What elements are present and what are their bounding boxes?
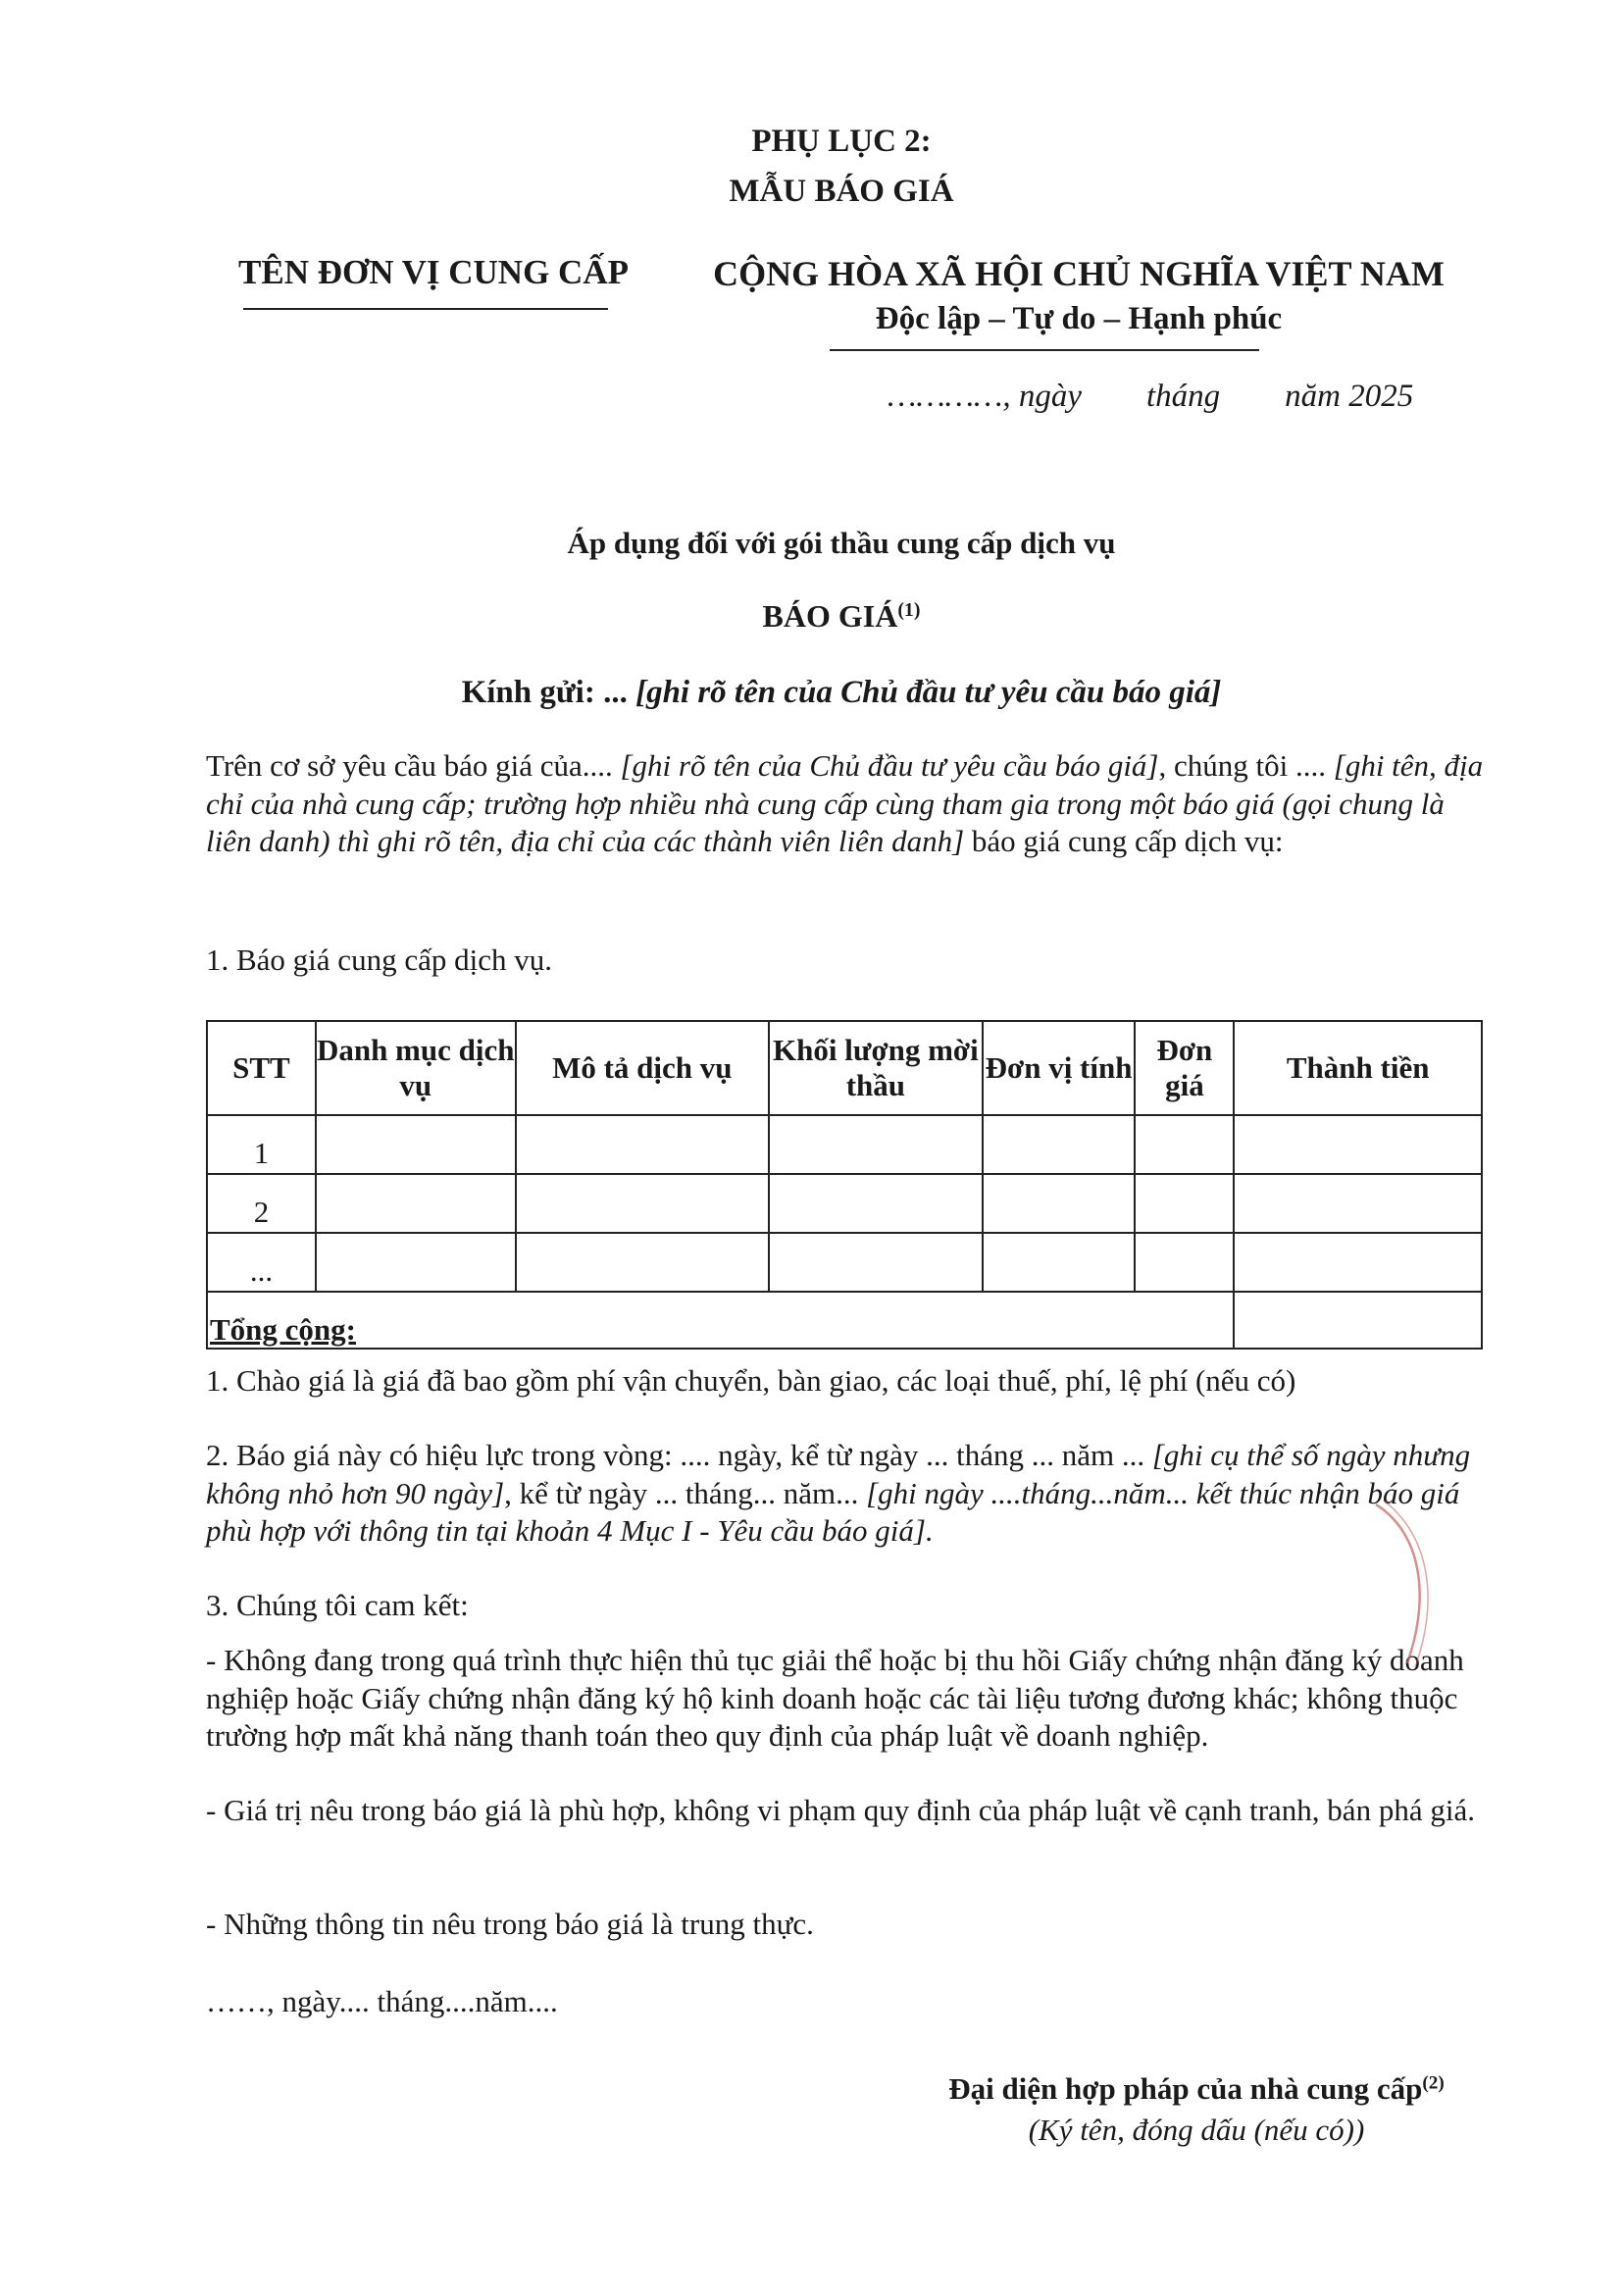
supplier-name-placeholder: TÊN ĐƠN VỊ CUNG CẤP <box>238 253 629 291</box>
col-header-amount: Thành tiền <box>1234 1021 1482 1115</box>
quote-title <box>0 598 1624 635</box>
annex-title: PHỤ LỤC 2: <box>751 124 932 159</box>
note-2-placeholder-days: [ghi cụ thể số ngày nhưng không nhỏ hơn 90 ngày] <box>206 1438 1471 1510</box>
table-cell <box>769 1233 983 1292</box>
note-3: 3. Chúng tôi cam kết: <box>206 1588 469 1622</box>
table-cell <box>516 1233 770 1292</box>
table-cell <box>516 1115 770 1174</box>
addressee-placeholder: [ghi rõ tên của Chủ đầu tư yêu cầu báo giá] <box>635 675 1222 710</box>
table-total-row <box>207 1292 1482 1349</box>
table-cell <box>1234 1174 1482 1233</box>
table-cell <box>1234 1233 1482 1292</box>
section-1-title: 1. Báo giá cung cấp dịch vụ. <box>206 943 552 977</box>
intro-text-e: báo giá cung cấp dịch vụ: <box>971 824 1284 858</box>
table-cell <box>983 1115 1136 1174</box>
representative-text: Đại diện hợp pháp của nhà cung cấp <box>948 2071 1423 2106</box>
table-cell <box>983 1174 1136 1233</box>
addressee-line <box>0 675 1624 711</box>
signature-date-line: ……, ngày.... tháng....năm.... <box>206 1984 558 2018</box>
commitment-1: - Không đang trong quá trình thực hiện thủ tục giải thể hoặc bị thu hồi Giấy chứng nhận đăng ký doanh nghiệp hoặc Giấy chứng nhận đăng ký hộ kinh doanh hoặc các tài liệu tương đương khác; không thuộc trường hợp mất khả năng thanh toán theo quy định của pháp luật về doanh nghiệp. <box>206 1643 1464 1753</box>
row-stt: 1 <box>207 1115 316 1174</box>
table-cell <box>1135 1115 1234 1174</box>
col-header-stt: STT <box>207 1021 316 1115</box>
col-header-service-category: Danh mục dịch vụ <box>316 1021 516 1115</box>
table-cell <box>1135 1174 1234 1233</box>
col-header-unit-price: Đơn giá <box>1135 1021 1234 1115</box>
footnote-ref-1: (1) <box>897 599 921 622</box>
representative-title <box>804 2071 1589 2107</box>
note-1: 1. Chào giá là giá đã bao gồm phí vận chuyển, bàn giao, các loại thuế, phí, lệ phí (nếu có) <box>206 1363 1296 1398</box>
table-header-row <box>207 1021 1482 1115</box>
intro-placeholder-investor: [ghi rõ tên của Chủ đầu tư yêu cầu báo giá] <box>620 748 1159 783</box>
commitment-3: - Những thông tin nêu trong báo giá là trung thực. <box>206 1907 814 1941</box>
form-title: MẪU BÁO GIÁ <box>729 174 954 209</box>
table-cell <box>1135 1233 1234 1292</box>
table-cell <box>769 1174 983 1233</box>
col-header-unit: Đơn vị tính <box>983 1021 1136 1115</box>
note-2-text-a: 2. Báo giá này có hiệu lực trong vòng: .... ngày, kể từ ngày ... tháng ... năm ... <box>206 1438 1145 1472</box>
stamp-fragment-icon <box>1368 1501 1446 1667</box>
quote-title-text: BÁO GIÁ <box>762 598 898 634</box>
table-cell <box>316 1115 516 1174</box>
total-amount-cell <box>1234 1292 1482 1349</box>
table-cell <box>316 1174 516 1233</box>
table-row <box>207 1115 1482 1174</box>
col-header-service-description: Mô tả dịch vụ <box>516 1021 770 1115</box>
applies-to-line: Áp dụng đối với gói thầu cung cấp dịch vụ <box>567 526 1116 560</box>
col-header-tender-quantity: Khối lượng mời thầu <box>769 1021 983 1115</box>
intro-text-a: Trên cơ sở yêu cầu báo giá của.... <box>206 748 613 783</box>
row-stt: 2 <box>207 1174 316 1233</box>
addressee-label: Kính gửi: ... <box>461 675 628 710</box>
total-label: Tổng cộng: <box>207 1292 1234 1349</box>
sign-instruction: (Ký tên, đóng dấu (nếu có)) <box>1028 2113 1365 2147</box>
national-motto: Độc lập – Tự do – Hạnh phúc <box>875 301 1283 336</box>
table-cell <box>769 1115 983 1174</box>
note-2-text-c: , kể từ ngày ... tháng... năm... <box>504 1475 859 1510</box>
table-cell <box>516 1174 770 1233</box>
table-row <box>207 1233 1482 1292</box>
row-stt: ... <box>207 1233 316 1292</box>
quote-table <box>206 1020 1483 1350</box>
motto-underline <box>830 349 1259 351</box>
supplier-underline <box>243 308 608 310</box>
footnote-ref-2: (2) <box>1422 2072 1445 2094</box>
table-row <box>207 1174 1482 1233</box>
note-2 <box>206 1437 1486 1551</box>
date-place-line: …………, ngày tháng năm 2025 <box>888 379 1414 414</box>
intro-placeholder-supplier: [ghi tên, địa chỉ của nhà cung cấp; trường hợp nhiều nhà cung cấp cùng tham gia trong một báo giá (gọi chung là liên danh) thì ghi rõ tên, địa chỉ của các thành viên liên danh] <box>206 748 1484 858</box>
national-title: CỘNG HÒA XÃ HỘI CHỦ NGHĨA VIỆT NAM <box>713 254 1445 293</box>
intro-text-c: , chúng tôi .... <box>1158 748 1326 783</box>
table-cell <box>316 1233 516 1292</box>
commitment-2: - Giá trị nêu trong báo giá là phù hợp, không vi phạm quy định của pháp luật về cạnh tranh, bán phá giá. <box>206 1793 1475 1827</box>
table-cell <box>1234 1115 1482 1174</box>
table-cell <box>983 1233 1136 1292</box>
note-2-placeholder-end-date: [ghi ngày ....tháng...năm... kết thúc nhận báo giá phù hợp với thông tin tại khoản 4 Mục I - Yêu cầu báo giá]. <box>206 1475 1460 1548</box>
intro-paragraph <box>206 747 1486 861</box>
